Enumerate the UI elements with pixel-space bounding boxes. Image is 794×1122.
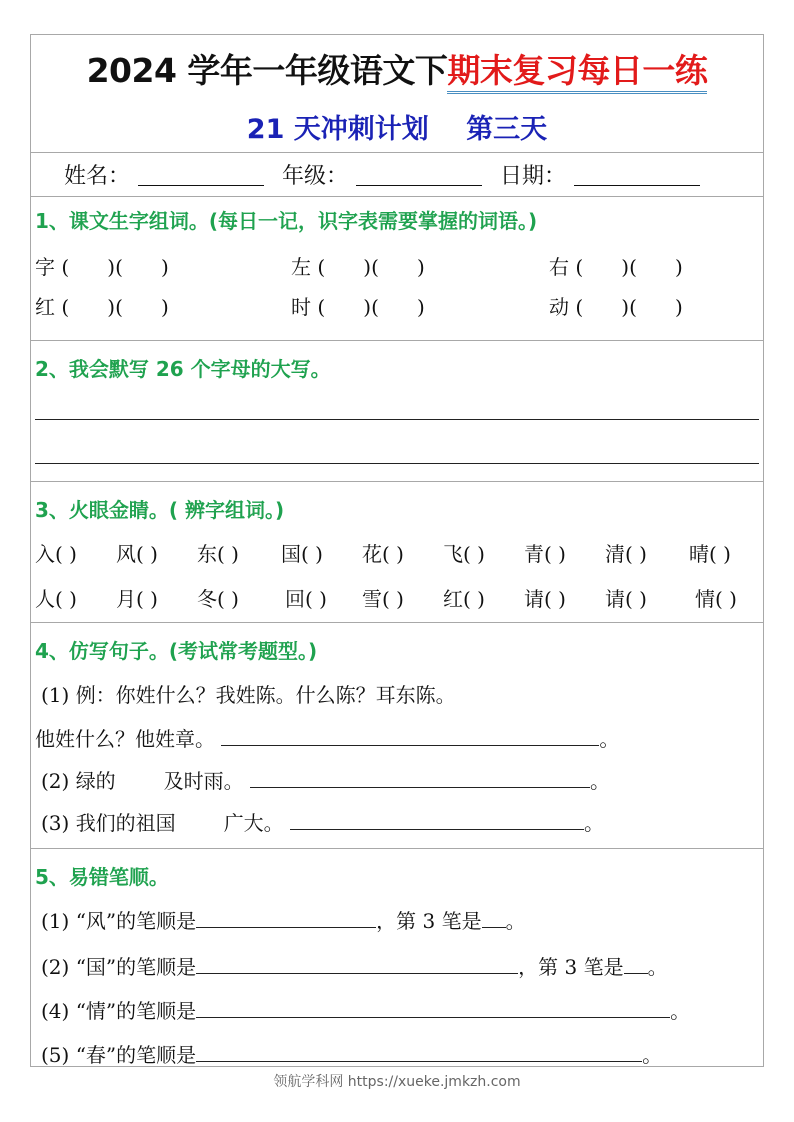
question-1: 他姓什么？他姓章。 。	[35, 727, 620, 751]
char-item[interactable]: 冬( )	[197, 587, 239, 611]
char-item[interactable]: 人( )	[35, 587, 77, 611]
section-5	[31, 849, 763, 1068]
word-item[interactable]: 红 ( )( )	[35, 295, 169, 319]
stroke-order-blank-1[interactable]	[196, 907, 376, 928]
section-4-title: 4、仿写句子。(考试常考题型。)	[35, 639, 318, 663]
date-field[interactable]	[574, 163, 700, 186]
stroke-question-1: (1) “风”的笔顺是 ，第 3 笔是 。	[41, 909, 526, 933]
answer-blank-1[interactable]	[221, 725, 599, 746]
section-3-title: 3、火眼金睛。( 辨字组词。)	[35, 498, 285, 522]
footer-watermark: 领航学科网 https://xueke.jmkzh.com	[273, 1074, 521, 1090]
char-item[interactable]: 回( )	[285, 587, 327, 611]
char-item[interactable]: 情( )	[695, 587, 737, 611]
title-black-part: 2024 学年一年级语文下	[86, 51, 448, 90]
name-label: 姓名：	[64, 164, 131, 189]
stroke-question-4: (4) “情”的笔顺是 。	[41, 999, 691, 1023]
word-item[interactable]: 右 ( )( )	[549, 255, 683, 279]
char-item[interactable]: 花( )	[362, 542, 404, 566]
stroke-order-blank-5[interactable]	[196, 1041, 642, 1062]
char-item[interactable]: 红( )	[443, 587, 485, 611]
subtitle-day: 第三天	[466, 114, 548, 145]
word-item[interactable]: 动 ( )( )	[549, 295, 683, 319]
char-item[interactable]: 东( )	[197, 542, 239, 566]
third-stroke-blank-1[interactable]	[482, 907, 506, 928]
section-2-title: 2、我会默写 26 个字母的大写。	[35, 357, 331, 381]
char-item[interactable]: 飞( )	[443, 542, 485, 566]
answer-blank-3[interactable]	[290, 809, 584, 830]
char-item[interactable]: 风( )	[116, 542, 158, 566]
char-item[interactable]: 入( )	[35, 542, 77, 566]
char-item[interactable]: 月( )	[116, 587, 158, 611]
section-1	[31, 197, 763, 341]
date-label: 日期：	[500, 164, 567, 189]
answer-line-1[interactable]	[35, 419, 759, 420]
char-item[interactable]: 请( )	[605, 587, 647, 611]
question-2: (2) 绿的 及时雨。 。	[41, 769, 611, 793]
char-item[interactable]: 雪( )	[362, 587, 404, 611]
stroke-question-5: (5) “春”的笔顺是 。	[41, 1043, 663, 1067]
header-section	[31, 35, 763, 153]
answer-line-2[interactable]	[35, 463, 759, 464]
word-item[interactable]: 时 ( )( )	[291, 295, 425, 319]
char-item[interactable]: 青( )	[524, 542, 566, 566]
subtitle	[31, 107, 763, 146]
subtitle-plan: 21 天冲刺计划	[246, 114, 429, 145]
page-title	[31, 45, 763, 92]
grade-label: 年级：	[282, 164, 349, 189]
stroke-order-blank-2[interactable]	[196, 953, 518, 974]
grade-field[interactable]	[356, 163, 482, 186]
char-item[interactable]: 国( )	[281, 542, 323, 566]
char-item[interactable]: 请( )	[524, 587, 566, 611]
char-item[interactable]: 清( )	[605, 542, 647, 566]
name-field[interactable]	[138, 163, 264, 186]
example-sentence: (1) 例：你姓什么？我姓陈。什么陈？耳东陈。	[41, 683, 456, 707]
info-row	[31, 153, 763, 197]
question-3: (3) 我们的祖国 广大。 。	[41, 811, 605, 835]
stroke-question-2: (2) “国”的笔顺是 ，第 3 笔是 。	[41, 955, 668, 979]
worksheet	[30, 34, 764, 1067]
third-stroke-blank-2[interactable]	[624, 953, 648, 974]
title-red-part: 期末复习每日一练	[447, 51, 707, 94]
section-1-title: 1、课文生字组词。(每日一记，识字表需要掌握的词语。)	[35, 209, 538, 233]
section-3	[31, 482, 763, 623]
section-4	[31, 623, 763, 849]
stroke-order-blank-4[interactable]	[196, 997, 670, 1018]
word-item[interactable]: 字 ( )( )	[35, 255, 169, 279]
section-5-title: 5、易错笔顺。	[35, 865, 169, 889]
answer-blank-2[interactable]	[250, 767, 590, 788]
section-2	[31, 341, 763, 482]
word-item[interactable]: 左 ( )( )	[291, 255, 425, 279]
char-item[interactable]: 晴( )	[689, 542, 731, 566]
